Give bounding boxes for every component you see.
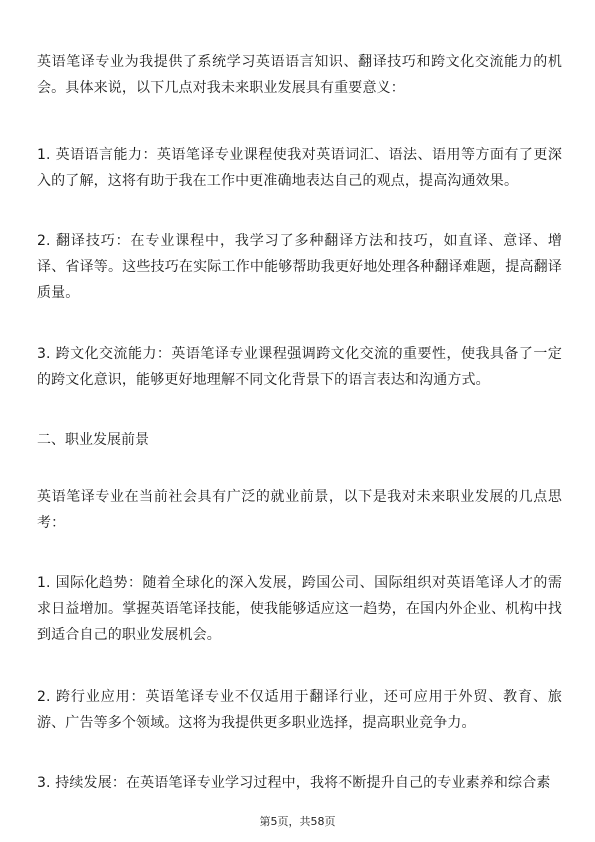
point-cross-industry: 2. 跨行业应用：英语笔译专业不仅适用于翻译行业，还可应用于外贸、教育、旅游、广告等多个领域。这将为我提供更多职业选择，提高职业竞争力。	[37, 689, 562, 731]
point-cross-cultural: 3. 跨文化交流能力：英语笔译专业课程强调跨文化交流的重要性，使我具备了一定的跨文化意识，能够更好地理解不同文化背景下的语言表达和沟通方式。	[37, 346, 562, 388]
page-number: 第5页，共58页	[259, 815, 336, 828]
point-language-ability: 1. 英语语言能力：英语笔译专业课程使我对英语词汇、语法、语用等方面有了更深入的了解，这将有助于我在工作中更准确地表达自己的观点，提高沟通效果。	[37, 147, 562, 189]
point-internationalization: 1. 国际化趋势：随着全球化的深入发展，跨国公司、国际组织对英语笔译人才的需求日益增加。掌握英语笔译技能，使我能够适应这一趋势，在国内外企业、机构中找到适合自己的职业发展机会。	[37, 575, 562, 643]
section-heading: 二、职业发展前景	[37, 432, 149, 448]
career-intro-paragraph: 英语笔译专业在当前社会具有广泛的就业前景，以下是我对未来职业发展的几点思考：	[37, 489, 562, 531]
point-continuous-development: 3. 持续发展：在英语笔译专业学习过程中，我将不断提升自己的专业素养和综合素	[37, 775, 551, 791]
intro-paragraph: 英语笔译专业为我提供了系统学习英语语言知识、翻译技巧和跨文化交流能力的机会。具体来说，以下几点对我未来职业发展具有重要意义：	[37, 54, 562, 96]
point-translation-skills: 2. 翻译技巧：在专业课程中，我学习了多种翻译方法和技巧，如直译、意译、增译、省译等。这些技巧在实际工作中能够帮助我更好地处理各种翻译难题，提高翻译质量。	[37, 233, 562, 301]
